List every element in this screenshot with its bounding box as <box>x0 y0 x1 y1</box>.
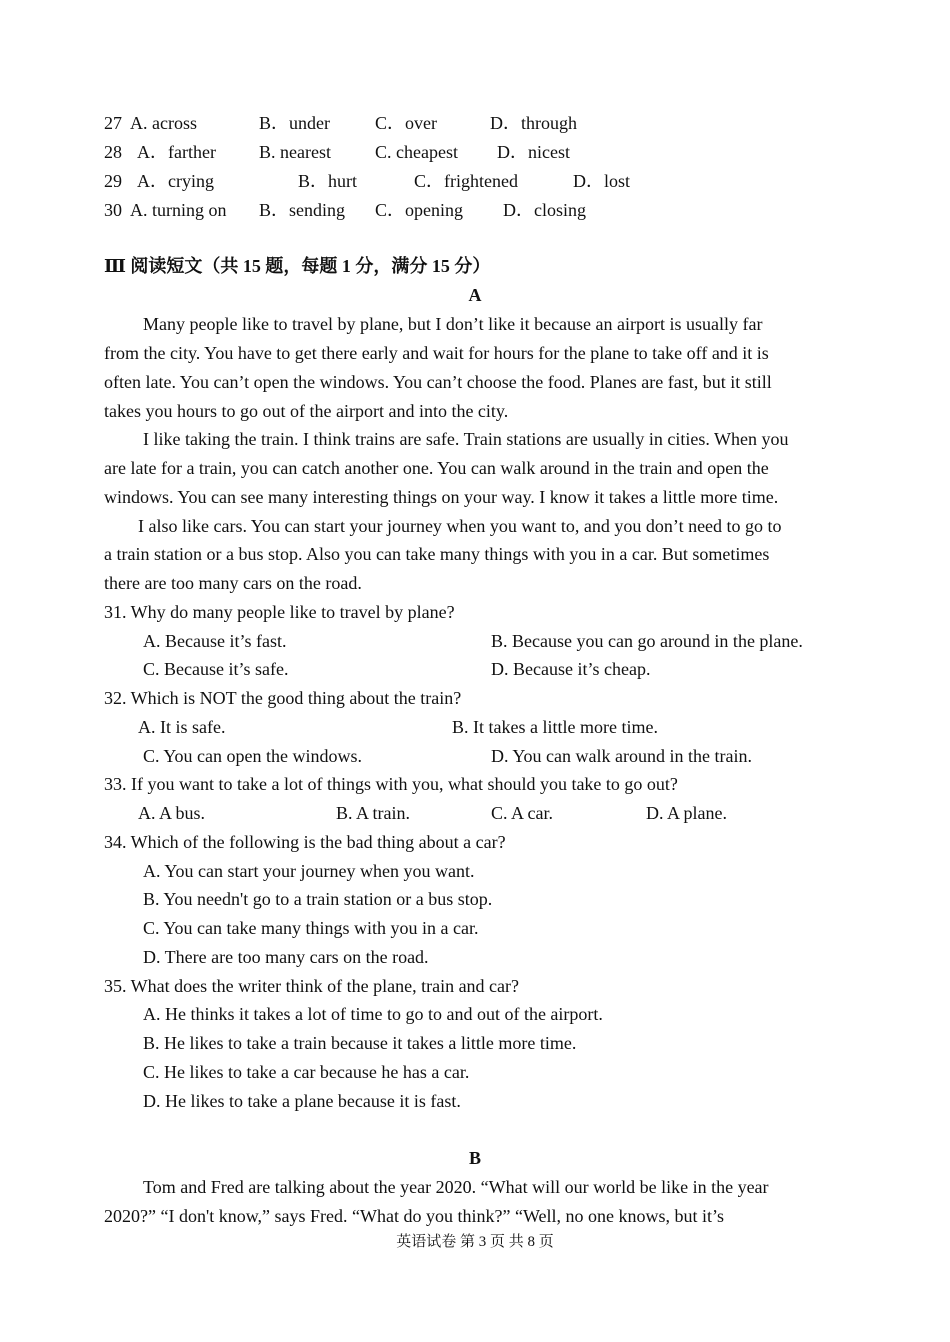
cloze-num: 27 <box>104 113 122 133</box>
cloze-option-d: D．through <box>490 113 577 133</box>
cloze-num: 30 <box>104 200 122 220</box>
cloze-num: 29 <box>104 171 122 191</box>
passage-line: Many people like to travel by plane, but I don’t like it because an airport is usually far <box>143 314 763 334</box>
cloze-option-c: C．opening <box>375 200 463 220</box>
cloze-option-a: A. across <box>130 113 197 133</box>
question-stem: 34. Which of the following is the bad thing about a car? <box>104 832 506 852</box>
option-b: B. Because you can go around in the plane. <box>491 631 803 651</box>
passage-line: are late for a train, you can catch another one. You can walk around in the train and open the <box>104 458 769 478</box>
option-d: D. Because it’s cheap. <box>491 659 651 679</box>
passage-line: I like taking the train. I think trains are safe. Train stations are usually in cities. When you <box>143 429 789 449</box>
option-c: C. You can take many things with you in a car. <box>143 918 479 938</box>
question-stem: 33. If you want to take a lot of things with you, what should you take to go out? <box>104 774 678 794</box>
option-b: B. You needn't go to a train station or a bus stop. <box>143 889 493 909</box>
passage-line: often late. You can’t open the windows. You can’t choose the food. Planes are fast, but it still <box>104 372 772 392</box>
cloze-option-a: A. turning on <box>130 200 227 220</box>
cloze-option-c: C．frightened <box>414 171 518 191</box>
option-c: C. A car. <box>491 803 553 823</box>
section-title: Ⅲ 阅读短文（共 15 题，每题 1 分，满分 15 分） <box>104 256 491 276</box>
option-c: C. You can open the windows. <box>143 746 362 766</box>
passage-line: a train station or a bus stop. Also you can take many things with you in a car. But sometimes <box>104 544 770 564</box>
passage-line: Tom and Fred are talking about the year 2020. “What will our world be like in the year <box>143 1177 769 1197</box>
option-d: D. A plane. <box>646 803 727 823</box>
option-b: B. It takes a little more time. <box>452 717 658 737</box>
option-c: C. He likes to take a car because he has a car. <box>143 1062 470 1082</box>
cloze-option-a: A．farther <box>137 142 216 162</box>
cloze-option-b: B．hurt <box>298 171 358 191</box>
option-a: A. A bus. <box>138 803 206 823</box>
option-b: B. A train. <box>336 803 411 823</box>
cloze-option-a: A．crying <box>137 171 214 191</box>
passage-line: windows. You can see many interesting things on your way. I know it takes a little more time. <box>104 487 779 507</box>
option-a: A. He thinks it takes a lot of time to go to and out of the airport. <box>143 1004 603 1024</box>
passage-line: from the city. You have to get there early and wait for hours for the plane to take off and it is <box>104 343 769 363</box>
cloze-option-d: D．lost <box>573 171 631 191</box>
cloze-option-b: B．under <box>259 113 330 133</box>
cloze-option-d: D．nicest <box>497 142 570 162</box>
cloze-num: 28 <box>104 142 122 162</box>
passage-line: 2020?” “I don't know,” says Fred. “What do you think?” “Well, no one knows, but it’s <box>104 1206 724 1226</box>
cloze-option-b: B．sending <box>259 200 346 220</box>
question-stem: 31. Why do many people like to travel by plane? <box>104 602 455 622</box>
passage-line: I also like cars. You can start your journey when you want to, and you don’t need to go to <box>138 516 782 536</box>
passage-line: there are too many cars on the road. <box>104 573 362 593</box>
option-a: A. Because it’s fast. <box>143 631 287 651</box>
question-stem: 35. What does the writer think of the plane, train and car? <box>104 976 520 996</box>
passage-a-label: A <box>468 285 482 305</box>
option-a: A. It is safe. <box>138 717 226 737</box>
option-d: D. He likes to take a plane because it is fast. <box>143 1091 461 1111</box>
cloze-option-c: C．over <box>375 113 437 133</box>
passage-b-label: B <box>468 1148 481 1168</box>
passage-line: takes you hours to go out of the airport and into the city. <box>104 401 509 421</box>
option-c: C. Because it’s safe. <box>143 659 289 679</box>
option-d: D. There are too many cars on the road. <box>143 947 429 967</box>
cloze-option-d: D．closing <box>503 200 586 220</box>
cloze-option-b: B. nearest <box>259 142 331 162</box>
cloze-option-c: C. cheapest <box>375 142 458 162</box>
option-b: B. He likes to take a train because it takes a little more time. <box>143 1033 577 1053</box>
option-a: A. You can start your journey when you want. <box>143 861 475 881</box>
question-stem: 32. Which is NOT the good thing about the train? <box>104 688 462 708</box>
option-d: D. You can walk around in the train. <box>491 746 752 766</box>
page-footer: 英语试卷 第 3 页 共 8 页 <box>396 1234 554 1250</box>
